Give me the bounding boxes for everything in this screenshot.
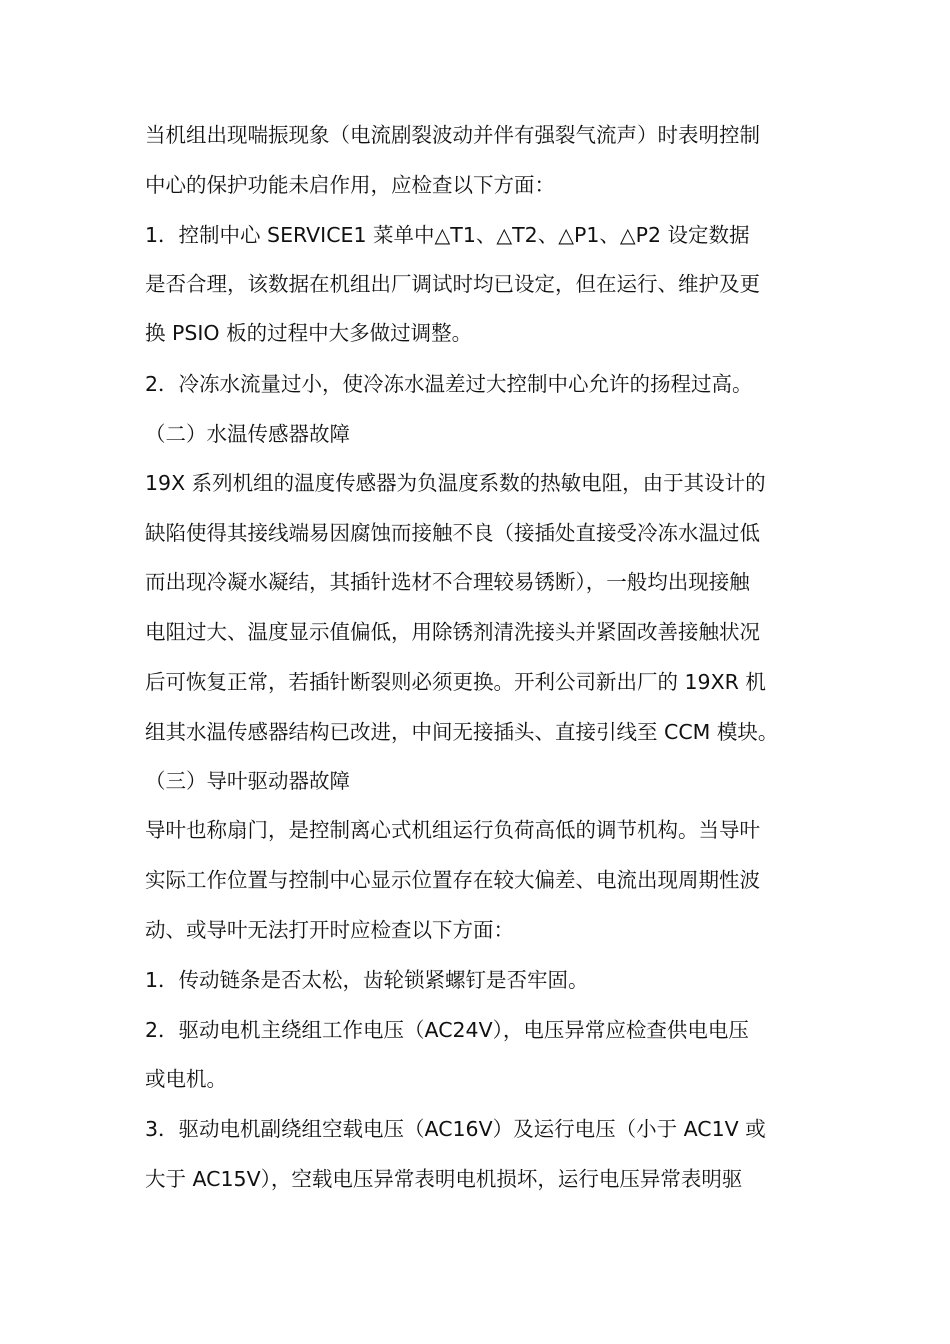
paragraph-line: 大于 AC15V），空载电压异常表明电机损坏，运行电压异常表明驱: [145, 1167, 743, 1191]
paragraph-line: 导叶也称扇门，是控制离心式机组运行负荷高低的调节机构。当导叶: [145, 818, 760, 842]
paragraph-line: 缺陷使得其接线端易因腐蚀而接触不良（接插处直接受冷冻水温过低: [145, 521, 760, 545]
paragraph-line: 组其水温传感器结构已改进，中间无接插头、直接引线至 CCM 模块。: [145, 720, 779, 744]
paragraph-line: 中心的保护功能未启作用，应检查以下方面：: [145, 173, 555, 197]
list-item-line: 1．传动链条是否太松，齿轮锁紧螺钉是否牢固。: [145, 968, 589, 992]
paragraph-line: 或电机。: [145, 1067, 227, 1091]
list-item-line: 1．控制中心 SERVICE1 菜单中△T1、△T2、△P1、△P2 设定数据: [145, 223, 750, 247]
paragraph-line: 后可恢复正常，若插针断裂则必须更换。开利公司新出厂的 19XR 机: [145, 670, 766, 694]
paragraph-line: 电阻过大、温度显示值偏低，用除锈剂清洗接头并紧固改善接触状况: [145, 620, 760, 644]
list-item-line: 2．冷冻水流量过小，使冷冻水温差过大控制中心允许的扬程过高。: [145, 372, 753, 396]
paragraph-line: 是否合理，该数据在机组出厂调试时均已设定，但在运行、维护及更: [145, 272, 760, 296]
paragraph-line: 19X 系列机组的温度传感器为负温度系数的热敏电阻，由于其设计的: [145, 471, 766, 495]
paragraph-line: 当机组出现喘振现象（电流剧裂波动并伴有强裂气流声）时表明控制: [145, 123, 760, 147]
section-heading: （二）水温传感器故障: [145, 422, 350, 446]
list-item-line: 3．驱动电机副绕组空载电压（AC16V）及运行电压（小于 AC1V 或: [145, 1117, 766, 1141]
paragraph-line: 实际工作位置与控制中心显示位置存在较大偏差、电流出现周期性波: [145, 868, 760, 892]
paragraph-line: 动、或导叶无法打开时应检查以下方面：: [145, 918, 514, 942]
section-heading: （三）导叶驱动器故障: [145, 769, 350, 793]
paragraph-line: 而出现冷凝水凝结，其插针选材不合理较易锈断），一般均出现接触: [145, 570, 750, 594]
paragraph-line: 换 PSIO 板的过程中大多做过调整。: [145, 321, 473, 345]
list-item-line: 2．驱动电机主绕组工作电压（AC24V），电压异常应检查供电电压: [145, 1018, 749, 1042]
